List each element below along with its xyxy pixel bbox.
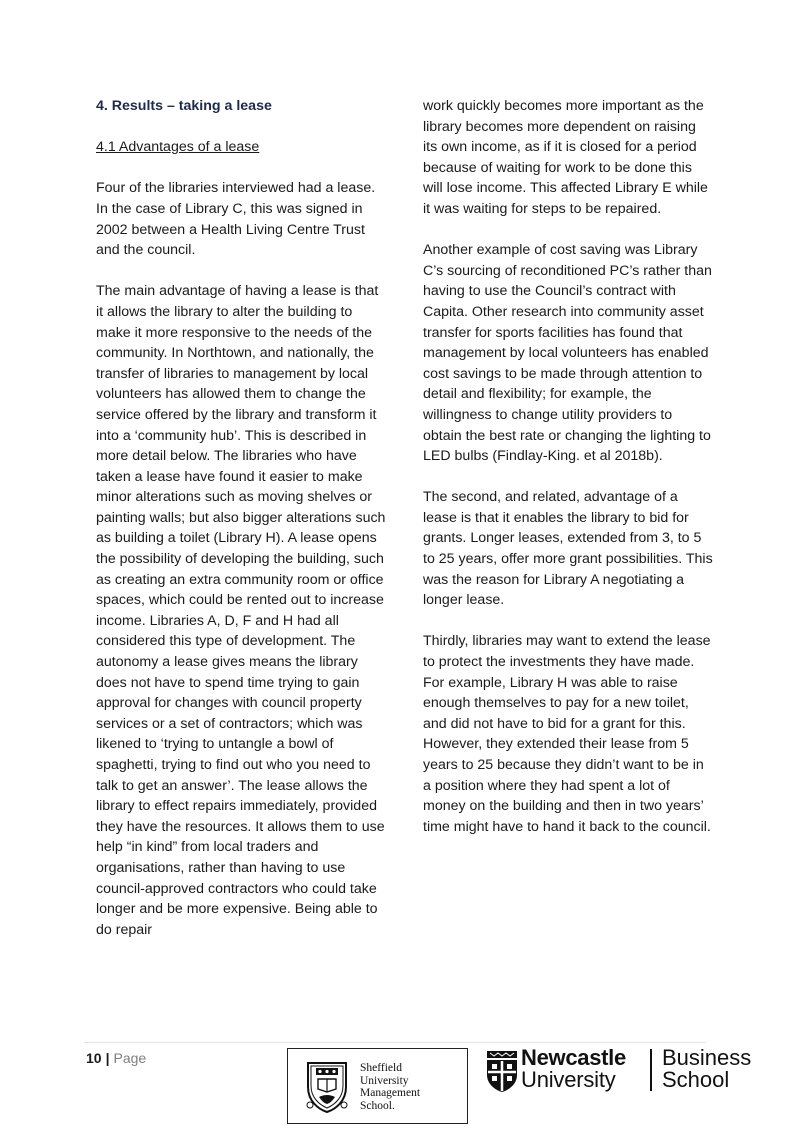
subsection-heading: 4.1 Advantages of a lease bbox=[96, 139, 260, 156]
newcastle-university-name bbox=[521, 1047, 626, 1091]
page-number bbox=[86, 1050, 146, 1066]
logo-line: University bbox=[521, 1067, 616, 1092]
newcastle-crest-icon bbox=[485, 1051, 519, 1098]
university-crest-icon bbox=[302, 1057, 352, 1120]
paragraph: Another example of cost saving was Library C’s sourcing of reconditioned PC’s rather than having to use the Council’s contract with Capita. Other research into community asset transfer for sports facilities has found that management by local volunteers has enabled cost savings to be made through attention to detail and flexibility; for example, the willingness to change utility providers to obtain the best rate or changing the lighting to LED bulbs (Findlay-King. et al 2018b). bbox=[423, 242, 712, 465]
logo-line: Management bbox=[360, 1087, 421, 1099]
paragraph: Four of the libraries interviewed had a lease. In the case of Library C, this was signed in 2002 between a Health Living Centre Trust and the council. bbox=[96, 180, 376, 259]
logo-line: School. bbox=[360, 1099, 395, 1112]
newcastle-business-school-logo bbox=[485, 1047, 757, 1095]
paragraph: Thirdly, libraries may want to extend the lease to protect the investments they have made. For example, Library H was able to raise enough themselves to pay for a new toilet, and did not have to bid for a grant for this. However, they extended their lease from 5 years to 25 because they didn’t want to be in a position where they had spent a lot of money on the building and then in two years’ time might have to hand it back to the council. bbox=[423, 633, 711, 835]
logo-divider bbox=[650, 1049, 652, 1091]
page-number-value: 10 bbox=[86, 1050, 102, 1066]
sheffield-logo-text bbox=[360, 1062, 420, 1112]
right-column bbox=[423, 96, 713, 837]
footer-divider bbox=[84, 1042, 706, 1043]
section-heading: 4. Results – taking a lease bbox=[96, 98, 272, 114]
paragraph: The second, and related, advantage of a lease is that it enables the library to bid for grants. Longer leases, extended from 3, to 5 to 25 years, offer more grant possibilities. This was the reason for Library A negotiating a longer lease. bbox=[423, 489, 713, 609]
logo-line: Business bbox=[662, 1045, 752, 1070]
business-school-name bbox=[662, 1047, 751, 1091]
logo-line: University bbox=[360, 1074, 409, 1087]
left-column bbox=[96, 96, 388, 940]
logo-line: Sheffield bbox=[360, 1062, 402, 1074]
paragraph: The main advantage of having a lease is that it allows the library to alter the building to make it more responsive to the needs of the community. In Northtown, and nationally, the transfer of libraries to management by local volunteers has allowed them to change the service offered by the library and transform it into a ‘community hub’. This is described in more detail below. The libraries who have taken a lease have found it easier to make minor alterations such as moving shelves or painting walls; but also bigger alterations such as building a toilet (Library H). A lease opens the possibility of developing the building, such as creating an extra community room or office spaces, which could be rented out to increase income. Libraries A, D, F and H had all considered this type of development. The autonomy a lease gives means the library does not have to spend time trying to gain approval for changes with council property services or a set of contractors; which was likened to ‘trying to untangle a bowl of spaghetti, trying to find out who you need to talk to get an answer’. The lease allows the library to effect repairs immediately, provided they have the resources. It allows them to use help “in kind” from local traders and organisations, rather than having to use council-approved contractors who could take longer and be more expensive. Being able to do repair bbox=[96, 283, 386, 938]
sheffield-management-school-logo bbox=[287, 1048, 468, 1124]
logo-line: Newcastle bbox=[521, 1045, 626, 1070]
page-label: Page bbox=[113, 1050, 147, 1066]
page-number-separator: | bbox=[105, 1050, 110, 1066]
logo-line: School bbox=[662, 1067, 730, 1092]
paragraph: work quickly becomes more important as the library becomes more dependent on raising its own income, as if it is closed for a period because of waiting for work to be done this will lose income. This affected Library E while it was waiting for steps to be repaired. bbox=[423, 98, 708, 217]
